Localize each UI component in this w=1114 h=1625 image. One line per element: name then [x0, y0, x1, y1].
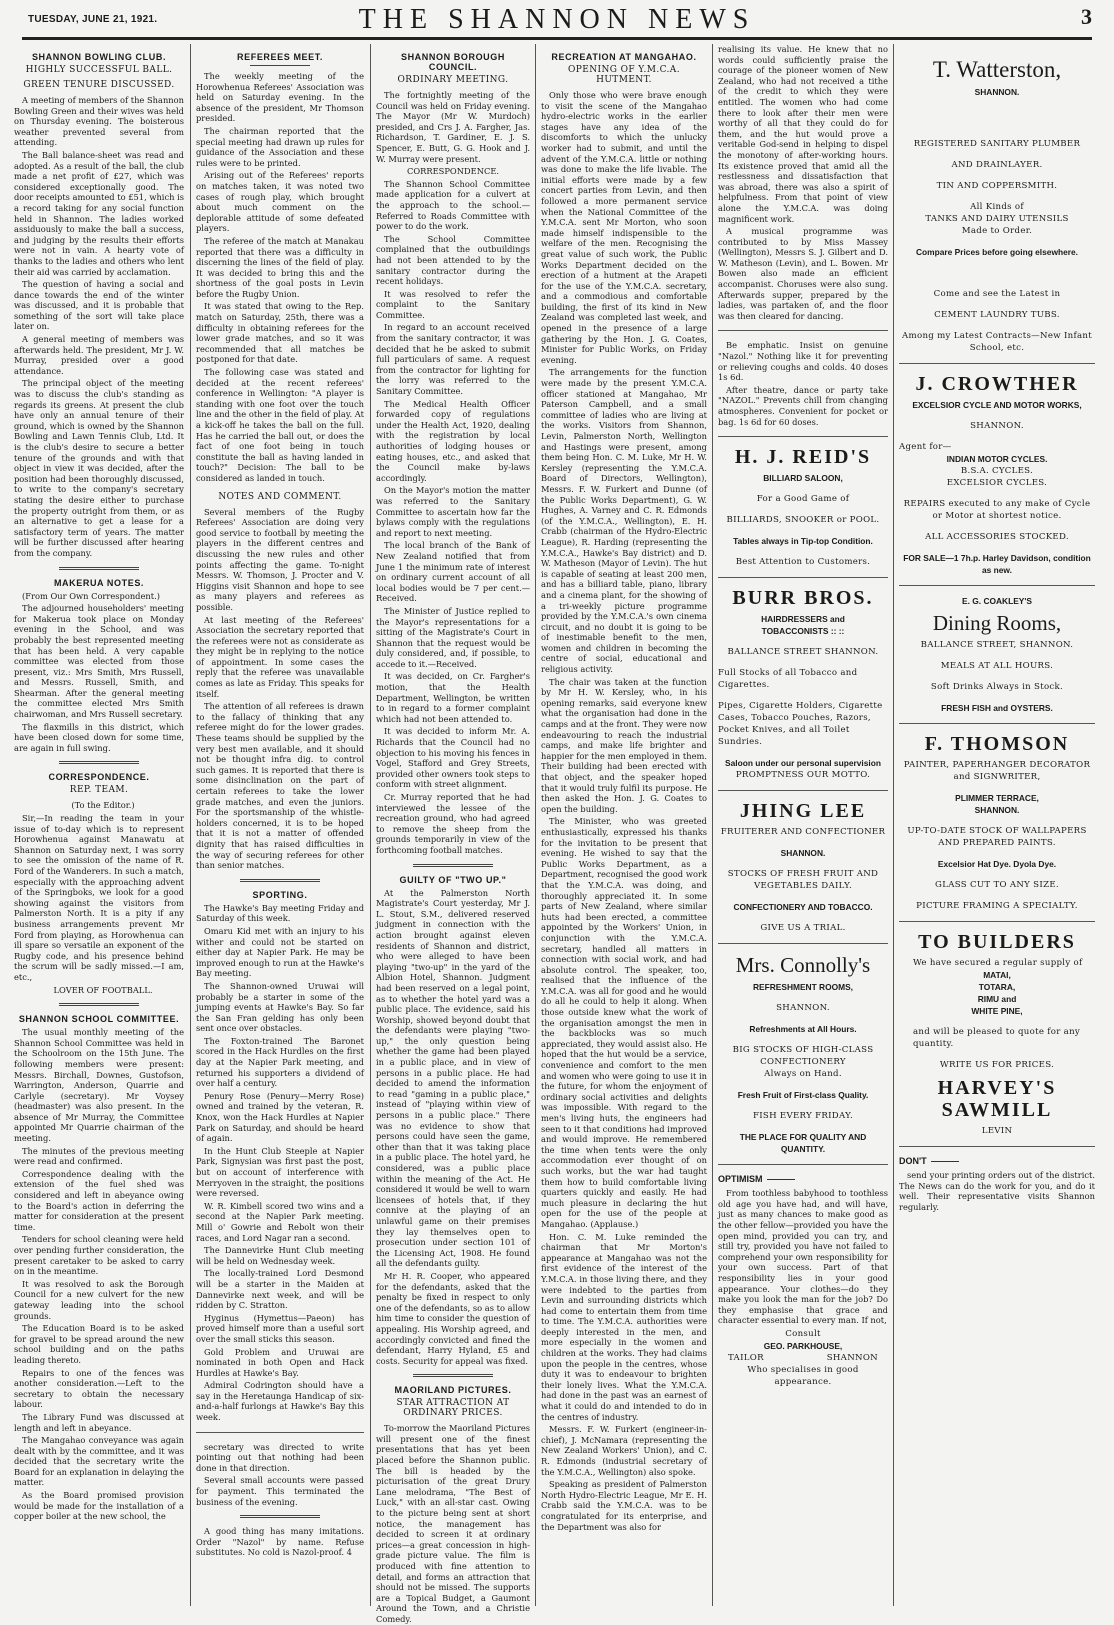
ad-line: Agent for—: [899, 442, 952, 452]
ad-line: Fresh Fruit of First-class Quality.: [737, 1090, 869, 1101]
ad-line: PAINTER, PAPERHANGER DECORATOR and SIGNWRITER,: [903, 760, 1091, 782]
masthead-rule: [22, 37, 1092, 40]
ad-line: AND DRAINLAYER.: [951, 160, 1043, 170]
ad-line: MEALS AT ALL HOURS.: [940, 661, 1054, 671]
article-paragraph: The Foxton-trained The Baronet scored in the Hack Hurdles on the first day at the Napier Park meeting, and returned his supporters a dividend of over half a century.: [196, 1035, 364, 1089]
article-paragraph: Speaking as president of Palmerston North Hydro-Electric League, Mr E. H. Crabb said the Y.M.C.A. was to be congratulated for its enterprise, and the Department was also for: [541, 1479, 707, 1532]
ad-line: E. G. COAKLEY'S: [962, 596, 1032, 606]
article-paragraph: Arising out of the Referees' reports on matches taken, it was noted two cases of rough play, which brought about much comment on the deplorable attitude of some defeated players.: [196, 170, 364, 234]
ad-name: TO BUILDERS: [918, 931, 1076, 953]
article-paragraph: The question of having a social and dance towards the end of the winter was discussed, and it is probable that something of the sort will take place later on.: [14, 279, 184, 332]
article-paragraph: To-morrow the Maoriland Pictures will present one of the finest presentations that has yet been placed before the Shannon public. The bill is headed by the picturisation of the great Drury Lane melodrama, "The Best of Luck," with an all-star cast. Owing to the picture being sent at short notice, the management has decided to screen it at ordinary prices—a great concession in high-grade picture value. The film is produced with fine attention to detail, and forms an attraction that should not be missed. The supports are a Topical Budget, a Gaumont Around the Town, and a Christie Comedy.: [376, 1423, 530, 1624]
ad-line: FRESH FISH and OYSTERS.: [941, 703, 1053, 713]
dont-title: DON'T: [899, 1156, 927, 1166]
ad-line: UP-TO-DATE STOCK OF WALLPAPERS AND PREPARED PAINTS.: [907, 826, 1087, 848]
separator: [250, 65, 310, 66]
masthead: [0, 0, 1114, 36]
ad-line: BALLANCE STREET SHANNON.: [727, 647, 879, 658]
ad-line: INDIAN MOTOR CYCLES.: [946, 454, 1048, 464]
ad-line: Among my Latest Contracts—New Infant School, etc.: [902, 331, 1092, 353]
headline-makerua: MAKERUA NOTES.: [53, 577, 145, 588]
article-paragraph: Messrs. F. W. Furkert (engineer-in-chief), J. McNamara (representing the New Zealand Workers' Union), and C. R. Edmonds (industrial secretary of the Y.M.C.A., Wellington) also spoke.: [541, 1424, 707, 1477]
article-paragraph: (To the Editor.): [71, 800, 135, 811]
article-paragraph: The principal object of the meeting was to discuss the club's standing as regards its greens. At present the club have only an annual tenure of their ground, which is owned by the Shannon Bowling and Lawn Tennis Club, Ltd. It is the club's desire to secure a better tenure of the grounds and with that object in view it was decided, after the position had been thoroughly discussed, to write to the company's secretary stating the desire either to purchase the property outright from them, or as an alternative to get a lease for a satisfactory term of years. The matter will be further discussed after hearing from the company.: [14, 378, 184, 558]
article-paragraph: The chairman reported that the special meeting had drawn up rules for guidance of the Association and these rules were to be printed.: [196, 125, 364, 168]
separator: [718, 943, 888, 944]
article-paragraph: It was resolved to refer the complaint to the Sanitary Committee.: [376, 288, 530, 320]
article-paragraph: It was decided to inform Mr. A. Richards that the Council had no objection to his moving his fences in Vogel, Stafford and Grey Streets, provided other owners took steps to conform with street alignment.: [376, 726, 530, 790]
ad-line: SHANNON.: [974, 87, 1020, 97]
headline-borough: SHANNON BOROUGH COUNCIL.: [400, 52, 505, 72]
ad-headline: [718, 1174, 888, 1184]
separator: [413, 864, 493, 867]
separator: [718, 1164, 888, 1165]
separator: [718, 790, 888, 791]
ad-line: PLIMMER TERRACE,: [955, 793, 1039, 803]
article-paragraph: realising its value. He knew that no words could sufficiently praise the courage of the pioneer women of New Zealand, who had not received a tithe of the credit to which they were entitled. The women who had come there to look after their men were worthy of all that they could do for them, and the hut would prove a veritable God-send in helping to dispel the monotony of after-working hours. Its existence proved that amid all the restlessness and dissatisfaction that was abroad, there was also a spirit of helpfulness. From that point of view alone the Y.M.C.A. was doing magnificent work.: [718, 44, 888, 224]
article-paragraph: The Education Board is to be asked for gravel to be spread around the new school building and on the paths leading thereto.: [14, 1323, 184, 1365]
separator: [718, 330, 888, 331]
article-paragraph: Cr. Murray reported that he had interviewed the lessee of the recreation ground, who had agreed to remove the sheep from the grounds temporarily in view of the forthcoming football matches.: [376, 792, 530, 855]
article-paragraph: The local branch of the Bank of New Zealand notified that from June 1 the minimum rate of interest on ordinary current account of all local bodies would be 7 per cent.—Received.: [376, 540, 530, 604]
ad-line: Soft Drinks Always in Stock.: [930, 682, 1064, 692]
ad-line: THE PLACE FOR QUALITY AND QUANTITY.: [739, 1132, 867, 1155]
ad-thomson: [899, 733, 1095, 912]
article-paragraph: Mr H. R. Cooper, who appeared for the defendants, asked that the penalty be fixed in respect to only one of the defendants, so as to allow him time to consider the question of appealing. His Worship agreed, and accordingly convicted and fined the defendant, Harry Hyland, £5 and costs. Security for appeal was fixed.: [376, 1270, 530, 1366]
newspaper-title: THE SHANNON NEWS: [358, 4, 756, 35]
ad-line: GEO. PARKHOUSE,: [763, 1340, 843, 1351]
ad-line: For a Good Game of: [756, 494, 850, 505]
ad-line: Pipes, Cigarette Holders, Cigarette Cases, Tobacco Pouches, Razors, Pocket Knives, and all Toilet Sundries.: [718, 701, 883, 748]
article-paragraph: CORRESPONDENCE.: [406, 166, 500, 177]
ad-line: CONFECTIONERY AND TOBACCO.: [733, 902, 873, 913]
ad-line: REPAIRS executed to any make of Cycle or Motor at shortest notice.: [903, 499, 1091, 521]
ad-line: BILLIARD SALOON,: [763, 473, 843, 484]
article-paragraph: The weekly meeting of the Horowhenua Referees' Association was held on Saturday evening. In the absence of the president, Mr Thomson presided.: [196, 71, 364, 124]
ad-word: SHANNON: [826, 1352, 878, 1363]
ad-line: GLASS CUT TO ANY SIZE.: [935, 880, 1059, 890]
ad-optimism: [718, 1174, 888, 1388]
ad-line: [718, 1352, 888, 1364]
ad-line: Compare Prices before going elsewhere.: [916, 247, 1078, 257]
ad-line: REFRESHMENT ROOMS,: [752, 982, 854, 993]
subhead: OPENING OF Y.M.C.A. HUTMENT.: [568, 65, 680, 85]
headline-mangahao: RECREATION AT MANGAHAO.: [551, 52, 697, 62]
subhead: STAR ATTRACTION AT ORDINARY PRICES.: [396, 1398, 510, 1419]
article-paragraph: Hyginus (Hymettus—Paeon) has proved himself more than a useful sort over the small sticks this season.: [196, 1312, 364, 1344]
article-paragraph: The usual monthly meeting of the Shannon School Committee was held in the Schoolroom on the 15th June. The following members were present: Messrs. Birchall, Downes, Gustofson, Warrington, Anderson, Quarrie and Carlyle (secretary). Mr Voysey (headmaster) was also present. In the absence of Mr Murray, the Committee appointed Mr Quarrie chairman of the meeting.: [14, 1027, 184, 1144]
ad-name: Mrs. Connolly's: [735, 953, 871, 978]
ad-name: HARVEY'S SAWMILL: [937, 1077, 1057, 1121]
column-4: [541, 44, 707, 1606]
article-paragraph: The Ball balance-sheet was read and adopted. As a result of the ball, the club made a net profit of £27, which was considered exceptionally good. The door receipts amounted to £51, which is a record taking for any social function held in Shannon. The ladies worked assiduously to make the ball a success, and judging by the results their efforts were not in vain. A hearty vote of thanks to the ladies and others who lent their aid was carried by acclamation.: [14, 149, 184, 277]
ad-name: Dining Rooms,: [932, 611, 1062, 635]
ad-reid-billiards: [718, 446, 888, 568]
article-paragraph: It was stated that owing to the Rep. match on Saturday, 25th, there was a difficulty in obtaining referees for the lower grade matches, and so it was recommended that all matches be postponed for that date.: [196, 301, 364, 365]
ad-line: SHANNON.: [780, 848, 826, 859]
article-paragraph: It was decided, on Cr. Fargher's motion, that the Health Department, Wellington, be written to in regard to a former complaint which had not been attended to.: [376, 671, 530, 724]
article-paragraph: In regard to an account received from the sanitary contractor, it was decided that he be asked to submit full particulars of same. A request from the contractor for lighting for the lorry was referred to the Sanitary Committee.: [376, 322, 530, 397]
article-paragraph: The locally-trained Lord Desmond will be a starter in the Maiden at Dannevirke next week, and will be ridden by C. Stratton.: [196, 1268, 364, 1311]
article-paragraph: W. R. Kimbell scored two wins and a second at the Napier Park meeting. Mill o' Gowrie and Rebolt won their races, and Lord Nagar ran a second.: [196, 1200, 364, 1243]
ad-line: PICTURE FRAMING A SPECIALTY.: [916, 901, 1078, 911]
article-paragraph: As the Board promised provision would be made for the installation of a copper boiler at the new school, the: [14, 1490, 184, 1522]
ad-word: TAILOR: [728, 1352, 764, 1363]
separator: [240, 1515, 320, 1518]
headline-school: SHANNON SCHOOL COMMITTEE.: [18, 1014, 180, 1025]
column-3: [376, 44, 530, 1624]
ad-connolly: [718, 953, 888, 1155]
separator: [718, 436, 888, 437]
article-paragraph: Sir,—In reading the team in your issue of to-day which is to represent Horowhenua against Manawatu at Shannon on Saturday next, I was sorry to see the omission of the name of R. Ford of the Wanderers. In such a match, especially with the approaching advent of the Springboks, we look for a good showing against the visitors from Palmerston North. It is a pity if any business arrangements prevent Mr Ford from playing, as Horowhenua can ill spare so versatile an exponent of the Rugby code, and his presence behind the scrum will be sadly missed.—I am, etc.,: [14, 813, 184, 982]
separator: [413, 1374, 493, 1377]
ad-line: Come and see the Latest in: [933, 289, 1061, 299]
ad-line: BALLANCE STREET, SHANNON.: [920, 640, 1074, 650]
article-paragraph: The Minister, who was greeted enthusiastically, expressed his thanks for the invitation to be present that evening. He wished to say that the Public Works Department, as a Department, recognised the good work that the Y.M.C.A. was doing, and thoroughly appreciated it. In some parts of New Zealand, where similar huts had been erected, a committee appointed by the Workers' Union, in conjunction with the Y.M.C.A. secretary, handled all matters in connection with social work, and had absolute control. The speaker, too, realised that the influence of the Y.M.C.A. was all for good and he would do all he could to help it along. When those outside knew what the work of the organisation amongst the men in the backblocks was so much appreciated, they would assist also. He hoped that the hut would be a service, convenience and comfort to the men and women who were going to use it in the future, for whom the enjoyment of ordinary social activities and delights was impossible. With regard to the men's living huts, the engineers had seen to it that conditions had improved and would improve. He remembered the time when tents were the only accommodation ever thought of on such works, but the war had taught them how to build comfortable living quarters quickly and easily. He had much pleasure in declaring the hut open for the use of the people at Mangahao. (Applause.): [541, 816, 707, 1229]
nazol-ad: After theatre, dance or party take "NAZOL." Prevents chill from changing atmospheres. Convenient for pocket or bag. 1s 6d for 60 doses.: [718, 384, 888, 427]
ad-line: Tables always in Tip-top Condition.: [733, 536, 873, 547]
article-paragraph: Omaru Kid met with an injury to his wither and could not be started on either day at Napier Park. He may be improved enough to run at the Hawke's Bay meeting.: [196, 925, 364, 979]
ad-line: REGISTERED SANITARY PLUMBER: [913, 139, 1081, 149]
column-2: [196, 44, 364, 1606]
ad-line: FISH EVERY FRIDAY.: [752, 1111, 854, 1122]
article-paragraph: At the Palmerston North Magistrate's Court yesterday, Mr J. L. Stout, S.M., delivered reserved judgment in connection with the action brought against eleven residents of Shannon and district, who were alleged to have been playing "two-up" in the yard of the Albion Hotel, Shannon. Judgment had been reserved on a legal point, as to whether the hotel yard was a public place. The evidence, said his Worship, showed beyond doubt that the defendants were playing "two-up," the only question being whether the game had been played in a public place, and in view of persons in a public place. He had decided to amend the information to read "gaming in a public place," instead of "playing within view of persons in a public place." There was no evidence to show that persons could have seen the game, other than that it was taking place in a public place. The hotel yard, he considered, was a public place within the meaning of the Act. He considered it would be well to warn licensees of hotels that, if they connive at the playing of an unlawful game on their premises they lay themselves open to prosecution under section 101 of the Licensing Act, 1908. He found all the defendants guilty.: [376, 887, 530, 1269]
page-number: 3: [1081, 4, 1092, 29]
separator: [718, 577, 888, 578]
ad-headline: [899, 1156, 1095, 1166]
ad-line: Consult: [785, 1328, 821, 1339]
article-paragraph: Penury Rose (Penury—Merry Rose) owned and trained by the veteran, R. Knox, won the Hack Hurdles at Napier Park on Saturday, and should be heard of again.: [196, 1090, 364, 1144]
ad-dont: [899, 1156, 1095, 1212]
article-paragraph: LOVER OF FOOTBALL.: [53, 984, 153, 995]
ad-line: Made to Order.: [961, 226, 1033, 236]
separator: [899, 723, 1095, 724]
nazol-filler: A good thing has many imitations. Order "Nazol" by name. Refuse substitutes. No cold is Nazol-proof. 4: [196, 1526, 364, 1558]
article-paragraph: The Minister of Justice replied to the Mayor's representations for a sitting of the Magistrate's Court in Shannon that the request would be duly considered, and, if possible, to accede to it.—Received.: [376, 605, 530, 669]
article-paragraph: secretary was directed to write pointing out that nothing had been done in that direction.: [196, 1441, 364, 1473]
ad-line: FOR SALE—1 7h.p. Harley Davidson, condition as new.: [903, 553, 1091, 575]
separator: [59, 1003, 139, 1006]
ad-name: J. CROWTHER: [915, 373, 1079, 395]
separator: [196, 1432, 364, 1433]
ad-line: WHITE PINE,: [971, 1006, 1023, 1016]
article-paragraph: (From Our Own Correspondent.): [22, 590, 160, 601]
ad-jhing-lee: [718, 800, 888, 934]
article-paragraph: Several small accounts were passed for payment. This terminated the business of the evening.: [196, 1475, 364, 1507]
article-paragraph: On the Mayor's motion the matter was referred to the Sanitary Committee to ascertain how far the bylaws comply with the regulations and report to next meeting.: [376, 485, 530, 538]
article-paragraph: Tenders for school cleaning were held over pending further consideration, the present caretaker to be asked to carry on in the meantime.: [14, 1234, 184, 1277]
subhead: ORDINARY MEETING.: [397, 75, 509, 85]
ad-line: LEVIN: [981, 1126, 1013, 1136]
ad-line: WRITE US FOR PRICES.: [939, 1060, 1055, 1070]
ad-line: TIN AND COPPERSMITH.: [936, 181, 1058, 191]
article-paragraph: The Mangahao conveyance was again dealt with by the committee, and it was decided that the secretary write the Board for an explanation in delaying the matter.: [14, 1435, 184, 1488]
ad-line: We have secured a regular supply of: [913, 958, 1083, 968]
headline-sporting: SPORTING.: [252, 889, 308, 900]
headline-referees: REFEREES MEET.: [237, 52, 323, 62]
ad-name: H. J. REID'S: [734, 446, 872, 469]
column-rule: [370, 44, 371, 1606]
ad-line: B.S.A. CYCLES.: [960, 466, 1034, 476]
ad-name: T. Watterston,: [932, 57, 1062, 82]
ad-burr-bros: [718, 587, 888, 781]
optimism-title: OPTIMISM: [718, 1174, 763, 1185]
subhead: GREEN TENURE DISCUSSED.: [23, 80, 175, 90]
article-paragraph: The chair was taken at the function by Mr H. W. Kersley, who, in his opening remarks, said everyone knew what the organisation had done in the camps and at the front. They were now endeavouring to reach the industrial camps, and make life brighter and happier for the men employed in them. Their building had been erected with that object, and the speaker hoped that it would truly fulfil its purpose. He then asked the Hon. J. G. Coates to open the building.: [541, 676, 707, 814]
article-paragraph: The referee of the match at Manakau reported that there was a difficulty in discerning the lines of the field of play. It was decided to bring this and the shortness of the goal posts in Levin before the Rugby Union.: [196, 235, 364, 299]
nazol-ad: Be emphatic. Insist on genuine "Nazol." Nothing like it for preventing or relieving coughs and colds. 40 doses 1s 6d.: [718, 340, 888, 383]
article-paragraph: At last meeting of the Referees' Association the secretary reported that the referees were not as considerate as they might be in replying to the notice of appointment. In some cases the reply that the referee was unavailable comes as late as Friday. This speaks for itself.: [196, 614, 364, 699]
subhead: HIGHLY SUCCESSFUL BALL.: [25, 65, 173, 75]
article-paragraph: A general meeting of members was afterwards held. The president, Mr J. W. Murray, presided over a good attendance.: [14, 334, 184, 376]
ad-line: FRUITERER AND CONFECTIONER: [720, 827, 886, 838]
ad-name: BURR BROS.: [732, 587, 874, 610]
article-paragraph: Repairs to one of the fences was another consideration.—Left to the secretary to obtain the necessary labour.: [14, 1367, 184, 1410]
separator: [899, 585, 1095, 586]
column-rule: [190, 44, 191, 1606]
ad-line: Refreshments at All Hours.: [749, 1024, 857, 1035]
ad-line: GIVE US A TRIAL.: [760, 923, 846, 934]
article-paragraph: The Shannon-owned Uruwai will probably be a starter in some of the jumping events at Hawke's Bay. So far the San Fran gelding has only been sent once over obstacles.: [196, 980, 364, 1034]
article-paragraph: The fortnightly meeting of the Council was held on Friday evening. The Mayor (Mr W. Murdoch) presided, and Crs J. A. Fargher, Jas. Richardson, T. Gardiner, E. J. S. Spencer, E. Butt, G. G. Hook and J. W. Murray were present.: [376, 90, 530, 164]
column-6: [899, 44, 1095, 1606]
ad-coakley: [899, 595, 1095, 714]
ad-line: EXCELSIOR CYCLE AND MOTOR WORKS,: [912, 400, 1082, 410]
ad-line: BILLIARDS, SNOOKER or POOL.: [726, 515, 880, 526]
headline-pictures: MAORILAND PICTURES.: [394, 1385, 512, 1396]
subhead-notes: NOTES AND COMMENT.: [218, 491, 342, 502]
article-paragraph: The adjourned householders' meeting for Makerua took place on Monday evening in the School, and was probably the best represented meeting that has been held. A very capable committee was elected from those present, viz.: Mrs Smith, Mrs Russell, and Messrs. Russell, Smith, and Shearman. After the general meeting the committee elected Mrs Smith chairwoman, and Mrs Russell secretary.: [14, 603, 184, 720]
ad-line: Who specialises in good appearance.: [747, 1364, 859, 1387]
ad-watterston: [899, 58, 1095, 354]
ad-line: BIG STOCKS OF HIGH-CLASS CONFECTIONERY: [732, 1045, 874, 1068]
article-paragraph: It was resolved to ask the Borough Council for a new culvert for the new gateway leading into the school grounds.: [14, 1278, 184, 1321]
column-rule: [893, 44, 894, 1606]
ad-line: ALL ACCESSORIES STOCKED.: [925, 532, 1069, 542]
article-paragraph: Admiral Codrington should have a say in the Heretaunga Handicap of six-and-a-half furlongs at Hawke's Bay this week.: [196, 1380, 364, 1423]
article-paragraph: Gold Problem and Uruwai are nominated in both Open and Hack Hurdles at Hawke's Bay.: [196, 1346, 364, 1378]
article-paragraph: A musical programme was contributed to by Miss Massey (Wellington), Messrs S. J. Gilbert and D. W. Matheson (Levin), and L. Bowen. Mr Bowen also made an efficient accompanist. Choruses were also sung. Afterwards supper, prepared by the ladies, was partaken of, and the floor was then cleared for dancing.: [718, 226, 888, 321]
column-1: [14, 44, 184, 1606]
ad-line: All Kinds of: [970, 202, 1024, 212]
separator: [240, 879, 320, 882]
article-paragraph: Only those who were brave enough to visit the scene of the Mangahao hydro-electric works in the earlier stages have any idea of the discomforts to which the unlucky worker had to submit, and until the advent of the Y.M.C.A. little or nothing was done to make the life livable. The initial efforts were made by a few concert parties from Levin, and then followed a more permanent service when the National Committee of the Y.M.C.A. sent Mr Morton, who soon made himself indispensible to the welfare of the men. Recognising the great value of such work, the Public Works Department decided on the erection of a hutment at the Arapeti for the use of the Y.M.C.A. secretary, and a commodious and comfortable building, the first of its kind in New Zealand was completed last week, and opened in the presence of a large gathering by the Hon. J. G. Coates, Minister for Public Works, on Friday evening.: [541, 90, 707, 365]
article-paragraph: A meeting of members of the Shannon Bowling Green and their wives was held on Thursday evening. The boisterous weather prevented several from attending.: [14, 95, 184, 148]
ad-line: MATAI,: [983, 970, 1011, 980]
article-paragraph: Hon. C. M. Luke reminded the chairman that Mr Morton's appearance at Mangahao was not the first evidence of the interest of the Y.M.C.A. in those living there, and they were indebted to the parties from Levin and surrounding districts which had come to entertain them from time to time. The Y.M.C.A. authorities were deeply interested in the men, and more especially in the women and children at the works. They had claims upon the people in the centres, whose duty it was to endeavour to brighten their lonely lives. What the Y.M.C.A. had done in the past was an earnest of what it could do and intended to do in the centres of industry.: [541, 1231, 707, 1422]
article-paragraph: The attention of all referees is drawn to the fallacy of thinking that any referee might do for the lower grades. These teams should be supplied by the very best men available, and it should not be thought infra dig. to control such games. It is reported that there is some disinclination on the part of certain referees to take the lower grade matches, and even the juniors. For the sportsmanship of the whistle-holders concerned, it is to be hoped that it is not a matter of offended dignity that has raised difficulties in the way of securing referees for other than senior matches.: [196, 701, 364, 871]
ad-line: and will be pleased to quote for any quantity.: [913, 1027, 1081, 1049]
issue-date: TUESDAY, JUNE 21, 1921.: [28, 14, 158, 25]
ad-line: Full Stocks of all Tobacco and Cigarettes.: [718, 668, 858, 691]
ad-crowther: [899, 373, 1095, 576]
ad-harveys-sawmill: [899, 931, 1095, 1137]
ad-line: CEMENT LAUNDRY TUBS.: [934, 310, 1060, 320]
headline-two-up: GUILTY OF "TWO UP.": [399, 874, 507, 885]
subhead: REP. TEAM.: [69, 785, 129, 796]
article-paragraph: The minutes of the previous meeting were read and confirmed.: [14, 1145, 184, 1167]
ad-line: Always on Hand.: [764, 1069, 842, 1080]
ad-line: Best Attention to Customers.: [735, 557, 871, 568]
article-paragraph: Several members of the Rugby Referees' Association are doing very good service to football by meeting the players in the different centres and discussing the new rules and other points affecting the game. To-night Messrs. W. Thomson, J. Procter and V. Higgins visit Shannon and hope to see as many players and referees as possible.: [196, 506, 364, 612]
separator: [59, 761, 139, 764]
ad-line: EXCELSIOR CYCLES.: [946, 478, 1048, 488]
ad-line: RIMU and: [977, 994, 1017, 1004]
ad-line: Saloon under our personal supervision: [725, 758, 881, 769]
column-rule: [535, 44, 536, 1606]
article-paragraph: From toothless babyhood to toothless old age you have had, and will have, just as many chances to make good as the other fellow—provided you have the open mind, provided you can try, and still try, provided you have not failed to comprehend your own responsibility for your own success. Part of that responsibility lies in your good appearance. Your clothes—do they make you look the man for the job? Do they emphasise that grace and character essential to every man. If not,: [718, 1188, 888, 1326]
ad-line: HAIRDRESSERS and: [761, 614, 845, 625]
article-paragraph: In the Hunt Club Steeple at Napier Park, Signysian was first past the post, but on account of interference with Merryoven in the straight, the positions were reversed.: [196, 1145, 364, 1199]
ad-line: STOCKS OF FRESH FRUIT AND VEGETABLES DAILY.: [727, 869, 879, 892]
headline-correspondence: CORRESPONDENCE.: [48, 772, 150, 783]
separator: [899, 363, 1095, 364]
ad-line: SHANNON.: [776, 1003, 830, 1014]
article-paragraph: send your printing orders out of the district. The News can do the work for you, and do it well. Their representative visits Shannon regularly.: [899, 1170, 1095, 1212]
ad-line: TOBACCONISTS :: ::: [761, 626, 845, 637]
article-paragraph: Correspondence dealing with the extension of the fuel shed was considered and left in abeyance owing to the Board's action in deferring the matter for consideration at the present time.: [14, 1168, 184, 1232]
separator: [59, 567, 139, 570]
article-paragraph: The Hawke's Bay meeting Friday and Saturday of this week.: [196, 902, 364, 924]
headline-bowling: SHANNON BOWLING CLUB.: [31, 52, 167, 62]
ad-name: F. THOMSON: [924, 733, 1070, 755]
article-paragraph: The Shannon School Committee made application for a culvert at the approach to the school.—Referred to Roads Committee with power to do the work.: [376, 178, 530, 232]
column-5: [718, 44, 888, 1606]
separator: [899, 1146, 1095, 1147]
article-paragraph: The arrangements for the function were made by the present Y.M.C.A. officer stationed at Mangahao, Mr Paterson Campbell, and a small committee of ladies who are living at the works. Visitors from Shannon, Levin, Palmerston North, Wellington and Hastings were present, among them being Hon. C. M. Luke, Mr H. W. Kersley (representing the Y.M.C.A. Board of Directors, Wellington), Messrs. F. W. Furkert and Dunne (of the Public Works Department), G. W. Hughes, A. Varney and C. R. Edmonds (of the Y.M.C.A., Wellington), E. H. Crabb (chairman of the Hydro-Electric League), R. Harding (representing the Y.M.C.A., Hawke's Bay district) and D. W. Matheson (Mayor of Levin). The hut is capable of seating at least 200 men, and has a billiard table, piano, library and a cinema plant, for the showing of a tri-weekly picture programme provided by the Y.M.C.A.'s own cinema circuit, and no doubt it is going to be of inestimable benefit to the men, women and children in becoming the centre of social, educational and religious activity.: [541, 367, 707, 675]
ad-line: PROMPTNESS OUR MOTTO.: [735, 770, 871, 781]
ad-line: TOTARA,: [978, 982, 1016, 992]
ad-name: JHING LEE: [739, 800, 867, 823]
ad-line: TANKS AND DAIRY UTENSILS: [925, 214, 1069, 224]
ad-line: Excelsior Hat Dye. Dyola Dye.: [937, 859, 1057, 869]
article-paragraph: The Medical Health Officer forwarded copy of regulations under the Health Act, 1920, dealing with the registration by local authorities of lodging houses or eating houses, etc., and asked that the Council make by-laws accordingly.: [376, 398, 530, 483]
ad-line: SHANNON.: [974, 805, 1020, 815]
ad-line: SHANNON.: [970, 421, 1024, 431]
article-paragraph: The following case was stated and decided at the recent referees' conference in Wellington: "A player is standing with one foot over the touch line and the other in the field of play. At a kick-off he takes the ball on the full. Has he carried the ball out, or does the fact of one foot being in touch constitute the ball as having landed in touch?" Decision: The ball to be considered as landed in touch.: [196, 367, 364, 483]
article-paragraph: The School Committee complained that the outbuildings had not been attended to by the sanitary contractor during the recent holidays.: [376, 233, 530, 287]
article-paragraph: The Dannevirke Hunt Club meeting will be held on Wednesday week.: [196, 1245, 364, 1266]
column-rule: [712, 44, 713, 1606]
separator: [899, 921, 1095, 922]
article-paragraph: The Library Fund was discussed at length and left in abeyance.: [14, 1411, 184, 1433]
article-paragraph: The flaxmills in this district, which have been closed down for some time, are again in full swing.: [14, 721, 184, 753]
